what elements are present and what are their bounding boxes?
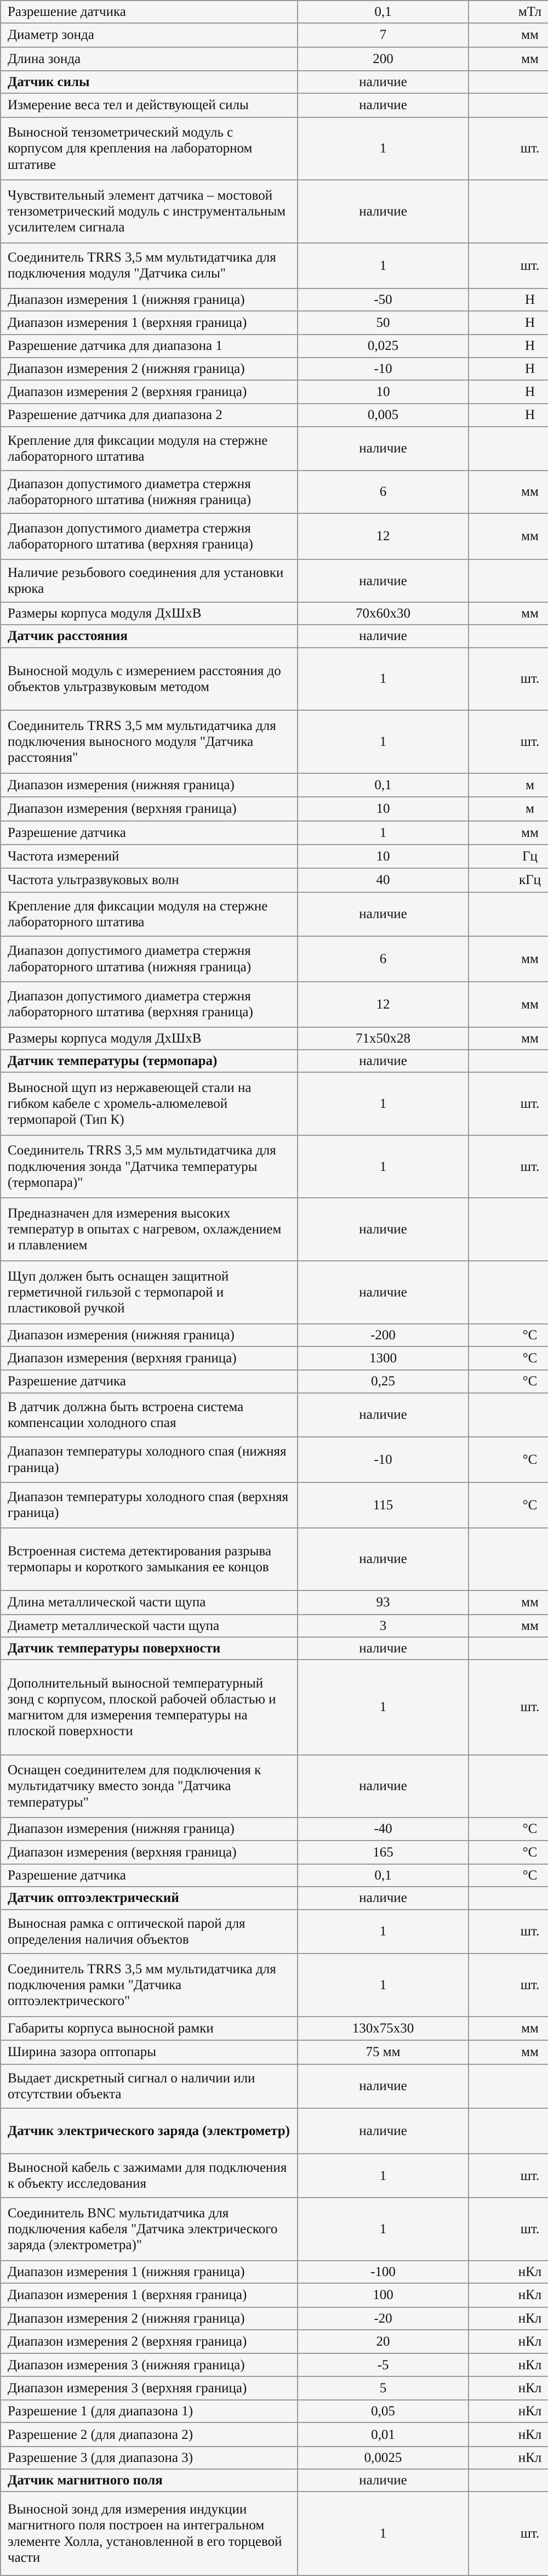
- parameter-value-cell: 0,25: [298, 1370, 469, 1392]
- parameter-value-cell: 6: [298, 936, 469, 982]
- parameter-unit-cell: шт.: [469, 1135, 548, 1198]
- parameter-name-cell: Частота ультразвуковых волн: [1, 868, 298, 892]
- parameter-name-cell: Диапазон допустимого диаметра стержня лабораторного штатива (нижняя граница): [1, 471, 298, 513]
- parameter-unit-cell: [469, 1637, 548, 1660]
- table-row: [1, 2261, 548, 2283]
- table-row: [1, 1818, 548, 1840]
- table-row: [1, 2422, 548, 2446]
- parameter-value-cell: наличие: [298, 1050, 469, 1072]
- parameter-value-cell: наличие: [298, 1755, 469, 1818]
- parameter-name-cell: Диапазон измерения 2 (верхняя граница): [1, 2330, 298, 2353]
- parameter-unit-cell: шт.: [469, 1910, 548, 1954]
- table-row: [1, 404, 548, 426]
- parameter-value-cell: наличие: [298, 1887, 469, 1909]
- parameter-name-cell: Крепление для фиксации модуля на стержне лабораторного штатива: [1, 892, 298, 937]
- parameter-name-cell: Разрешение датчика: [1, 1864, 298, 1887]
- table-row: [1, 1324, 548, 1346]
- parameter-value-cell: 3: [298, 1615, 469, 1637]
- parameter-name-cell: Диапазон измерения 1 (верхняя граница): [1, 2283, 298, 2307]
- parameter-name-cell: Диаметр зонда: [1, 23, 298, 47]
- table-row: [1, 1660, 548, 1755]
- parameter-value-cell: 71x50x28: [298, 1027, 469, 1050]
- parameter-value-cell: наличие: [298, 93, 469, 117]
- parameter-name-cell: Датчик силы: [1, 71, 298, 93]
- parameter-unit-cell: мм: [469, 47, 548, 71]
- parameter-unit-cell: мм: [469, 1027, 548, 1050]
- parameter-unit-cell: мм: [469, 936, 548, 982]
- parameter-value-cell: 10: [298, 845, 469, 868]
- parameter-value-cell: наличие: [298, 427, 469, 471]
- parameter-unit-cell: [469, 71, 548, 93]
- parameter-name-cell: Выносная рамка с оптической парой для определения наличия объектов: [1, 1910, 298, 1954]
- parameter-value-cell: наличие: [298, 1261, 469, 1324]
- parameter-name-cell: Крепление для фиксации модуля на стержне лабораторного штатива: [1, 427, 298, 471]
- table-row: [1, 1910, 548, 1954]
- parameter-unit-cell: Н: [469, 335, 548, 357]
- parameter-value-cell: -200: [298, 1324, 469, 1346]
- parameter-value-cell: наличие: [298, 180, 469, 243]
- parameter-unit-cell: шт.: [469, 2492, 548, 2575]
- parameter-name-cell: Длина металлической части щупа: [1, 1590, 298, 1614]
- parameter-name-cell: Разрешение 1 (для диапазона 1): [1, 2400, 298, 2422]
- parameter-value-cell: наличие: [298, 2469, 469, 2492]
- parameter-value-cell: 6: [298, 471, 469, 513]
- parameter-value-cell: 1: [298, 1954, 469, 2017]
- parameter-name-cell: Датчик магнитного поля: [1, 2469, 298, 2492]
- parameter-name-cell: Соединитель TRRS 3,5 мм мультидатчика для подключения рамки "Датчика оптоэлектрического": [1, 1954, 298, 2017]
- table-row: [1, 513, 548, 560]
- parameter-value-cell: -40: [298, 1818, 469, 1840]
- parameter-name-cell: Выносной зонд для измерения индукции магнитного поля построен на интегральном элементе Холла, установленной в его торцевой части: [1, 2492, 298, 2575]
- parameter-unit-cell: м: [469, 773, 548, 797]
- parameter-unit-cell: мм: [469, 513, 548, 560]
- parameter-value-cell: 1: [298, 2198, 469, 2261]
- parameter-value-cell: наличие: [298, 892, 469, 937]
- parameter-unit-cell: [469, 427, 548, 471]
- parameter-unit-cell: шт.: [469, 648, 548, 711]
- table-row: [1, 1072, 548, 1135]
- table-row: [1, 602, 548, 625]
- parameter-name-cell: Дополнительный выносной температурный зонд с корпусом, плоской рабочей областью и магнитом для измерения температуры на плоской поверхности: [1, 1660, 298, 1755]
- parameter-name-cell: Измерение веса тел и действующей силы: [1, 93, 298, 117]
- parameter-value-cell: 10: [298, 797, 469, 820]
- parameter-unit-cell: °C: [469, 1370, 548, 1392]
- table-row: [1, 1864, 548, 1887]
- parameter-unit-cell: м: [469, 797, 548, 820]
- parameter-unit-cell: нКл: [469, 2376, 548, 2400]
- parameter-unit-cell: Н: [469, 311, 548, 335]
- parameter-unit-cell: шт.: [469, 1072, 548, 1135]
- parameter-unit-cell: шт.: [469, 2154, 548, 2198]
- parameter-value-cell: наличие: [298, 1637, 469, 1660]
- parameter-unit-cell: °C: [469, 1864, 548, 1887]
- parameter-name-cell: Разрешение датчика для диапазона 1: [1, 335, 298, 357]
- parameter-name-cell: Размеры корпуса модуля ДхШхВ: [1, 1027, 298, 1050]
- parameter-value-cell: наличие: [298, 1393, 469, 1437]
- parameter-value-cell: 7: [298, 23, 469, 47]
- parameter-value-cell: 0,1: [298, 1, 469, 23]
- parameter-name-cell: Выносной модуль с измерением расстояния до объектов ультразвуковым методом: [1, 648, 298, 711]
- parameter-value-cell: 1: [298, 117, 469, 180]
- parameter-unit-cell: [469, 1198, 548, 1261]
- parameter-value-cell: 0,01: [298, 2422, 469, 2446]
- table-row: [1, 1590, 548, 1614]
- parameter-name-cell: Соединитель BNC мультидатчика для подключения кабеля "Датчика электрического заряда (электрометра)": [1, 2198, 298, 2261]
- parameter-unit-cell: нКл: [469, 2307, 548, 2330]
- parameter-unit-cell: шт.: [469, 2198, 548, 2261]
- parameter-value-cell: наличие: [298, 2108, 469, 2154]
- parameter-name-cell: Диаметр металлической части щупа: [1, 1615, 298, 1637]
- parameter-name-cell: Диапазон измерения (нижняя граница): [1, 773, 298, 797]
- parameter-unit-cell: [469, 93, 548, 117]
- parameter-unit-cell: нКл: [469, 2261, 548, 2283]
- parameter-unit-cell: нКл: [469, 2447, 548, 2469]
- table-row: [1, 1346, 548, 1370]
- parameter-unit-cell: нКл: [469, 2400, 548, 2422]
- parameter-unit-cell: мм: [469, 982, 548, 1027]
- parameter-unit-cell: мм: [469, 2017, 548, 2040]
- parameter-value-cell: -20: [298, 2307, 469, 2330]
- table-row: [1, 358, 548, 380]
- parameter-unit-cell: [469, 180, 548, 243]
- parameter-name-cell: Диапазон измерения 3 (верхняя граница): [1, 2376, 298, 2400]
- parameter-value-cell: 1300: [298, 1346, 469, 1370]
- parameter-name-cell: Датчик температуры (термопара): [1, 1050, 298, 1072]
- parameter-unit-cell: °C: [469, 1482, 548, 1528]
- section-header-row: [1, 2108, 548, 2154]
- parameter-name-cell: Размеры корпуса модуля ДхШхВ: [1, 602, 298, 625]
- table-row: [1, 2353, 548, 2376]
- parameter-value-cell: 0,05: [298, 2400, 469, 2422]
- parameter-name-cell: Диапазон измерения (нижняя граница): [1, 1324, 298, 1346]
- parameter-value-cell: 115: [298, 1482, 469, 1528]
- parameter-value-cell: -50: [298, 288, 469, 311]
- table-row: [1, 1482, 548, 1528]
- parameter-unit-cell: шт.: [469, 1660, 548, 1755]
- parameter-unit-cell: [469, 1393, 548, 1437]
- parameter-unit-cell: мм: [469, 602, 548, 625]
- table-row: [1, 1135, 548, 1198]
- parameter-name-cell: Соединитель TRRS 3,5 мм мультидатчика для подключения выносного модуля "Датчика расстояния": [1, 710, 298, 773]
- table-row: [1, 936, 548, 982]
- table-row: [1, 821, 548, 845]
- parameter-value-cell: 1: [298, 710, 469, 773]
- parameter-name-cell: Диапазон измерения 1 (нижняя граница): [1, 2261, 298, 2283]
- table-row: [1, 2154, 548, 2198]
- table-row: [1, 982, 548, 1027]
- parameter-unit-cell: °C: [469, 1841, 548, 1864]
- table-row: [1, 23, 548, 47]
- table-row: [1, 471, 548, 513]
- parameter-unit-cell: [469, 2108, 548, 2154]
- parameter-name-cell: Диапазон измерения (верхняя граница): [1, 1841, 298, 1864]
- parameter-name-cell: Выносной щуп из нержавеющей стали на гибком кабеле с хромель-алюмелевой термопарой (Тип К): [1, 1072, 298, 1135]
- table-row: [1, 892, 548, 937]
- table-row: [1, 311, 548, 335]
- table-row: [1, 845, 548, 868]
- parameter-unit-cell: мм: [469, 821, 548, 845]
- parameter-unit-cell: °C: [469, 1324, 548, 1346]
- parameter-name-cell: Соединитель TRRS 3,5 мм мультидатчика для подключения модуля "Датчика силы": [1, 243, 298, 288]
- parameter-unit-cell: шт.: [469, 117, 548, 180]
- table-row: [1, 2040, 548, 2064]
- table-row: [1, 1393, 548, 1437]
- parameter-value-cell: 1: [298, 1910, 469, 1954]
- parameter-name-cell: Диапазон измерения (верхняя граница): [1, 797, 298, 820]
- table-row: [1, 2447, 548, 2469]
- parameter-value-cell: 0,0025: [298, 2447, 469, 2469]
- parameter-value-cell: 50: [298, 311, 469, 335]
- parameter-value-cell: 0,1: [298, 773, 469, 797]
- parameter-name-cell: Диапазон допустимого диаметра стержня лабораторного штатива (верхняя граница): [1, 982, 298, 1027]
- parameter-name-cell: Предназначен для измерения высоких температур в опытах с нагревом, охлаждением и плавлением: [1, 1198, 298, 1261]
- parameter-unit-cell: шт.: [469, 243, 548, 288]
- parameter-name-cell: Щуп должен быть оснащен защитной герметичной гильзой с термопарой и пластиковой ручкой: [1, 1261, 298, 1324]
- parameter-name-cell: Разрешение датчика: [1, 1, 298, 23]
- parameter-value-cell: 1: [298, 1135, 469, 1198]
- parameter-value-cell: 1: [298, 243, 469, 288]
- parameter-name-cell: Датчик температуры поверхности: [1, 1637, 298, 1660]
- table-row: [1, 1841, 548, 1864]
- table-row: [1, 288, 548, 311]
- parameter-value-cell: 130x75x30: [298, 2017, 469, 2040]
- parameter-value-cell: -100: [298, 2261, 469, 2283]
- table-row: [1, 1198, 548, 1261]
- section-header-row: [1, 625, 548, 647]
- parameter-value-cell: 100: [298, 2283, 469, 2307]
- table-row: [1, 773, 548, 797]
- parameter-unit-cell: [469, 2064, 548, 2109]
- parameter-unit-cell: мм: [469, 471, 548, 513]
- table-row: [1, 1615, 548, 1637]
- parameter-unit-cell: Гц: [469, 845, 548, 868]
- parameter-name-cell: Диапазон измерения 3 (нижняя граница): [1, 2353, 298, 2376]
- parameter-value-cell: 20: [298, 2330, 469, 2353]
- parameter-name-cell: Выносной кабель с зажимами для подключения к объекту исследования: [1, 2154, 298, 2198]
- parameter-value-cell: 93: [298, 1590, 469, 1614]
- parameter-unit-cell: кГц: [469, 868, 548, 892]
- table-row: [1, 648, 548, 711]
- parameter-unit-cell: мм: [469, 23, 548, 47]
- parameter-value-cell: 1: [298, 648, 469, 711]
- parameter-value-cell: -10: [298, 358, 469, 380]
- parameter-name-cell: Длина зонда: [1, 47, 298, 71]
- parameter-name-cell: Диапазон температуры холодного спая (нижняя граница): [1, 1437, 298, 1482]
- parameter-value-cell: 0,005: [298, 404, 469, 426]
- parameter-value-cell: -10: [298, 1437, 469, 1482]
- table-row: [1, 180, 548, 243]
- parameter-value-cell: 12: [298, 513, 469, 560]
- section-header-row: [1, 1887, 548, 1909]
- parameter-value-cell: 1: [298, 2492, 469, 2575]
- parameter-unit-cell: нКл: [469, 2353, 548, 2376]
- parameter-unit-cell: нКл: [469, 2283, 548, 2307]
- table-row: [1, 1954, 548, 2017]
- parameter-value-cell: наличие: [298, 1528, 469, 1591]
- parameter-unit-cell: [469, 559, 548, 602]
- parameter-unit-cell: Н: [469, 358, 548, 380]
- parameter-unit-cell: шт.: [469, 710, 548, 773]
- parameter-name-cell: Разрешение датчика: [1, 821, 298, 845]
- table-row: [1, 427, 548, 471]
- parameter-unit-cell: мм: [469, 2040, 548, 2064]
- parameter-unit-cell: °C: [469, 1818, 548, 1840]
- parameter-value-cell: 0,1: [298, 1864, 469, 1887]
- table-row: [1, 2330, 548, 2353]
- parameter-unit-cell: мм: [469, 1590, 548, 1614]
- table-row: [1, 117, 548, 180]
- parameter-name-cell: Разрешение датчика: [1, 1370, 298, 1392]
- parameter-name-cell: Выносной тензометрический модуль с корпусом для крепления на лабораторном штативе: [1, 117, 298, 180]
- table-row: [1, 1528, 548, 1591]
- parameter-name-cell: Датчик электрического заряда (электрометр): [1, 2108, 298, 2154]
- parameter-value-cell: 1: [298, 821, 469, 845]
- table-row: [1, 243, 548, 288]
- table-row: [1, 710, 548, 773]
- parameter-unit-cell: [469, 625, 548, 647]
- parameter-value-cell: наличие: [298, 71, 469, 93]
- table-row: [1, 47, 548, 71]
- table-row: [1, 868, 548, 892]
- parameter-value-cell: 1: [298, 1660, 469, 1755]
- section-header-row: [1, 1637, 548, 1660]
- parameter-value-cell: наличие: [298, 2064, 469, 2109]
- parameter-name-cell: Оснащен соединителем для подключения к мультидатчику вместо зонда "Датчика температуры": [1, 1755, 298, 1818]
- table-row: [1, 335, 548, 357]
- parameter-value-cell: наличие: [298, 1198, 469, 1261]
- parameter-name-cell: В датчик должна быть встроена система компенсации холодного спая: [1, 1393, 298, 1437]
- parameter-value-cell: наличие: [298, 625, 469, 647]
- parameter-value-cell: -5: [298, 2353, 469, 2376]
- parameter-name-cell: Габариты корпуса выносной рамки: [1, 2017, 298, 2040]
- parameter-unit-cell: [469, 892, 548, 937]
- parameter-unit-cell: нКл: [469, 2422, 548, 2446]
- parameter-name-cell: Диапазон измерения 2 (нижняя граница): [1, 2307, 298, 2330]
- parameter-name-cell: Датчик оптоэлектрический: [1, 1887, 298, 1909]
- parameter-name-cell: Разрешение 3 (для диапазона 3): [1, 2447, 298, 2469]
- table-row: [1, 1437, 548, 1482]
- parameter-name-cell: Разрешение 2 (для диапазона 2): [1, 2422, 298, 2446]
- section-header-row: [1, 1050, 548, 1072]
- parameter-unit-cell: [469, 1755, 548, 1818]
- parameter-unit-cell: шт.: [469, 1954, 548, 2017]
- parameter-name-cell: Диапазон измерения 2 (нижняя граница): [1, 358, 298, 380]
- table-row: [1, 2198, 548, 2261]
- parameter-name-cell: Ширина зазора оптопары: [1, 2040, 298, 2064]
- table-row: [1, 2283, 548, 2307]
- table-row: [1, 1755, 548, 1818]
- parameter-name-cell: Диапазон измерения 1 (нижняя граница): [1, 288, 298, 311]
- parameter-unit-cell: [469, 1528, 548, 1591]
- table-row: [1, 2492, 548, 2575]
- parameter-name-cell: Выдает дискретный сигнал о наличии или отсутствии объекта: [1, 2064, 298, 2109]
- parameter-value-cell: 75 мм: [298, 2040, 469, 2064]
- parameter-unit-cell: мТл: [469, 1, 548, 23]
- parameter-value-cell: 165: [298, 1841, 469, 1864]
- parameter-value-cell: 1: [298, 2154, 469, 2198]
- parameter-name-cell: Частота измерений: [1, 845, 298, 868]
- parameter-unit-cell: °C: [469, 1437, 548, 1482]
- parameter-value-cell: 70x60x30: [298, 602, 469, 625]
- table-row: [1, 93, 548, 117]
- parameter-name-cell: Датчик расстояния: [1, 625, 298, 647]
- table-row: [1, 2400, 548, 2422]
- parameter-unit-cell: [469, 2469, 548, 2492]
- table-row: [1, 380, 548, 404]
- parameter-value-cell: 200: [298, 47, 469, 71]
- parameter-value-cell: 0,025: [298, 335, 469, 357]
- table-row: [1, 2307, 548, 2330]
- table-row: [1, 559, 548, 602]
- parameter-name-cell: Диапазон измерения 2 (верхняя граница): [1, 380, 298, 404]
- parameter-unit-cell: °C: [469, 1346, 548, 1370]
- table-row: [1, 1, 548, 23]
- parameter-unit-cell: Н: [469, 404, 548, 426]
- table-row: [1, 797, 548, 820]
- parameter-value-cell: 1: [298, 1072, 469, 1135]
- parameter-unit-cell: нКл: [469, 2330, 548, 2353]
- parameter-name-cell: Разрешение датчика для диапазона 2: [1, 404, 298, 426]
- specification-table-body: [1, 1, 548, 2575]
- parameter-unit-cell: Н: [469, 288, 548, 311]
- parameter-name-cell: Диапазон измерения 1 (верхняя граница): [1, 311, 298, 335]
- table-row: [1, 1027, 548, 1050]
- parameter-value-cell: 12: [298, 982, 469, 1027]
- section-header-row: [1, 71, 548, 93]
- table-row: [1, 2376, 548, 2400]
- parameter-unit-cell: [469, 1261, 548, 1324]
- parameter-name-cell: Наличие резьбового соединения для установки крюка: [1, 559, 298, 602]
- parameter-name-cell: Встроенная система детектирования разрыва термопары и короткого замыкания ее концов: [1, 1528, 298, 1591]
- parameter-unit-cell: [469, 1050, 548, 1072]
- parameter-unit-cell: Н: [469, 380, 548, 404]
- table-row: [1, 1370, 548, 1392]
- parameter-value-cell: 10: [298, 380, 469, 404]
- parameter-unit-cell: [469, 1887, 548, 1909]
- table-row: [1, 1261, 548, 1324]
- parameter-name-cell: Диапазон температуры холодного спая (верхняя граница): [1, 1482, 298, 1528]
- parameter-unit-cell: мм: [469, 1615, 548, 1637]
- parameter-name-cell: Диапазон допустимого диаметра стержня лабораторного штатива (верхняя граница): [1, 513, 298, 560]
- parameter-name-cell: Соединитель TRRS 3,5 мм мультидатчика для подключения зонда "Датчика температуры (термопара)": [1, 1135, 298, 1198]
- parameter-value-cell: наличие: [298, 559, 469, 602]
- parameter-name-cell: Диапазон допустимого диаметра стержня лабораторного штатива (нижняя граница): [1, 936, 298, 982]
- parameter-value-cell: 5: [298, 2376, 469, 2400]
- parameter-value-cell: 40: [298, 868, 469, 892]
- parameter-name-cell: Диапазон измерения (верхняя граница): [1, 1346, 298, 1370]
- table-row: [1, 2017, 548, 2040]
- table-row: [1, 2064, 548, 2109]
- section-header-row: [1, 2469, 548, 2492]
- parameter-name-cell: Чувствительный элемент датчика – мостовой тензометрический модуль с инструментальным усилителем сигнала: [1, 180, 298, 243]
- parameter-name-cell: Диапазон измерения (нижняя граница): [1, 1818, 298, 1840]
